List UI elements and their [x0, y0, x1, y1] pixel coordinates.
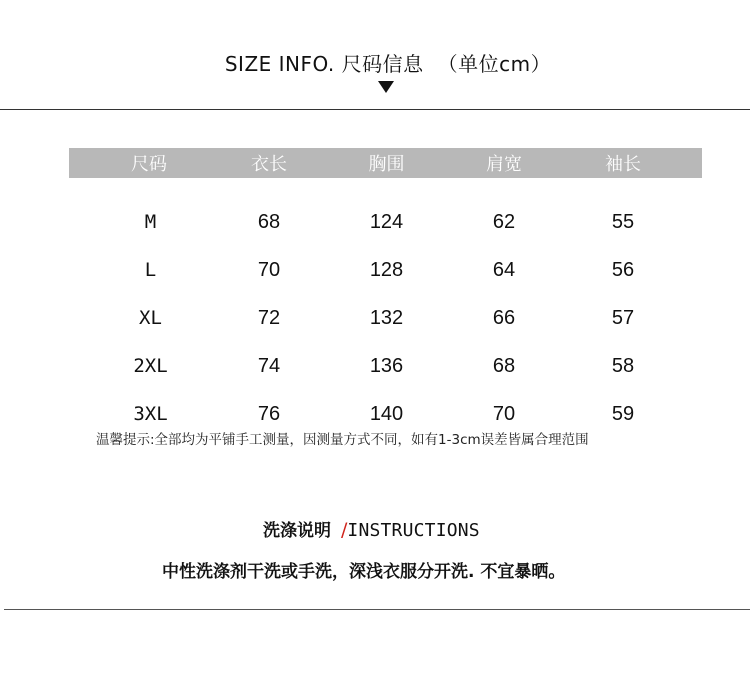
table-cell: 72 [257, 306, 281, 329]
table-cell: 59 [611, 402, 635, 425]
table-cell: 56 [611, 258, 635, 281]
table-cell: 62 [492, 210, 516, 233]
washing-instructions-title [263, 516, 480, 541]
table-cell: 70 [257, 258, 281, 281]
header-chest: 胸围 [368, 154, 405, 175]
table-cell: 128 [369, 258, 404, 281]
table-row [69, 342, 702, 390]
washing-instructions-text: 中性洗涤剂干洗或手洗，深浅衣服分开洗. 不宜暴晒。 [162, 562, 566, 582]
table-cell: 68 [492, 354, 516, 377]
table-row [69, 198, 702, 246]
table-cell: 132 [369, 306, 404, 329]
table-cell: 124 [369, 210, 404, 233]
table-cell: 70 [492, 402, 516, 425]
slash-divider: / [341, 519, 348, 541]
washing-title-cn: 洗涤说明 [263, 521, 331, 541]
size-info-title [0, 48, 750, 77]
table-cell: 55 [611, 210, 635, 233]
size-table [69, 148, 702, 438]
table-cell: 57 [611, 306, 635, 329]
table-cell-size: 3XL [133, 403, 168, 425]
washing-title-en: INSTRUCTIONS [347, 520, 480, 541]
header-size: 尺码 [131, 154, 167, 175]
header-sleeve: 袖长 [605, 154, 641, 175]
table-cell: 58 [611, 354, 635, 377]
table-cell: 66 [492, 306, 516, 329]
table-cell: 64 [492, 258, 516, 281]
triangle-down-icon [378, 81, 394, 93]
table-cell-size: L [144, 259, 157, 281]
table-cell: 136 [369, 354, 404, 377]
bottom-divider [4, 609, 750, 610]
measurement-tip: 温馨提示:全部均为平铺手工测量，因测量方式不同，如有1-3cm误差皆属合理范围 [96, 432, 589, 448]
table-cell-size: M [144, 211, 157, 233]
header-shoulder: 肩宽 [486, 154, 522, 175]
size-table-header [69, 148, 702, 178]
table-row [69, 294, 702, 342]
table-cell-size: 2XL [133, 355, 168, 377]
table-row [69, 246, 702, 294]
size-info-unit: （单位cm） [437, 52, 552, 76]
table-cell: 76 [257, 402, 281, 425]
table-cell: 68 [257, 210, 281, 233]
table-cell: 74 [257, 354, 281, 377]
size-info-title-main: SIZE INFO. 尺码信息 [224, 52, 424, 76]
table-cell-size: XL [139, 307, 162, 329]
header-length: 衣长 [251, 154, 287, 175]
table-cell: 140 [369, 402, 404, 425]
top-divider [0, 109, 750, 110]
size-table-body [69, 178, 702, 438]
